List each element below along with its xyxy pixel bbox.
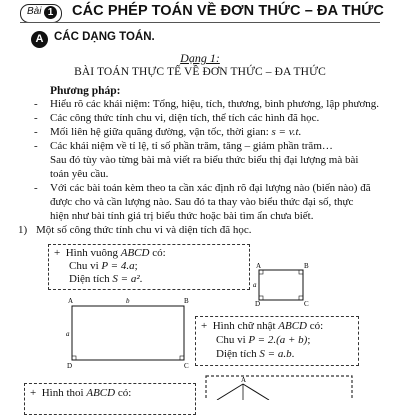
- lesson-badge-number: 1: [44, 6, 57, 19]
- bullet-marker: -: [34, 126, 38, 138]
- bullet-marker: -: [34, 98, 38, 110]
- rhombus-edge: [217, 384, 243, 400]
- rhombus-title-text: Hình thoi: [41, 387, 87, 399]
- body-line: Hiểu rõ các khái niệm: Tổng, hiệu, tích, thương, bình phương, lập phương.: [50, 98, 380, 110]
- rhombus-name: ABCD: [86, 387, 116, 399]
- square-area: [69, 273, 142, 285]
- right-angle-mark: [299, 296, 303, 300]
- square-perimeter-formula: P = 4.a: [101, 260, 135, 272]
- vertex-label-b: B: [304, 262, 309, 270]
- rectangle-shape: [72, 306, 184, 360]
- square-area-formula: S = a²: [112, 273, 140, 285]
- body-line: Một số công thức tính chu vi và diện tích đã học.: [36, 224, 252, 236]
- method-label: Phương pháp:: [50, 85, 121, 97]
- item-number: 1): [18, 224, 28, 236]
- problem-title: BÀI TOÁN THỰC TẾ VỀ ĐƠN THỨC – ĐA THỨC: [74, 66, 326, 78]
- area-label: Diện tích: [216, 348, 260, 360]
- side-label-a: a: [253, 281, 257, 289]
- square-perimeter: [69, 260, 138, 272]
- body-line: toán yêu cầu.: [50, 168, 109, 180]
- vertex-label-a: A: [256, 262, 262, 270]
- body-line: Các công thức tính chu vi, diện tích, thể tích các hình đã học.: [50, 112, 320, 124]
- rhombus-figure: [205, 372, 355, 400]
- lesson-badge-word: Bài: [27, 6, 42, 17]
- header-divider: [20, 22, 380, 23]
- right-angle-mark: [299, 270, 303, 274]
- body-text: Mối liên hệ giữa quãng đường, vận tốc, thời gian:: [50, 126, 272, 138]
- rhombus-title: [30, 387, 131, 399]
- rectangle-figure: [60, 298, 196, 368]
- vertex-label-c: C: [304, 300, 309, 306]
- punct: .: [139, 273, 143, 285]
- lesson-badge: [20, 4, 62, 23]
- right-angle-mark: [259, 270, 263, 274]
- perimeter-label: Chu vi: [216, 334, 249, 346]
- right-angle-mark: [180, 356, 184, 360]
- punct: ;: [307, 334, 311, 346]
- rectangle-perimeter: [216, 334, 310, 346]
- area-label: Diện tích: [69, 273, 113, 285]
- rhombus-figure-frame: [206, 376, 352, 400]
- lesson-title: CÁC PHÉP TOÁN VỀ ĐƠN THỨC – ĐA THỨC: [72, 3, 384, 19]
- square-title: [54, 247, 166, 259]
- body-line: Với các bài toán kèm theo ta cần xác định rõ đại lượng nào (biến nào) đã: [50, 182, 371, 194]
- rectangle-perimeter-formula: P = 2.(a + b): [248, 334, 308, 346]
- topic-label: Dạng 1:: [180, 51, 220, 65]
- rhombus-formula-box: [24, 383, 196, 415]
- body-line: Các khái niệm về tỉ lệ, tỉ số phần trăm, tăng – giảm phần trăm…: [50, 140, 333, 152]
- formula-distance: s = v.t.: [271, 126, 302, 138]
- bullet-marker: -: [34, 182, 38, 194]
- rectangle-title-text: Hình chữ nhật: [212, 320, 279, 332]
- rhombus-edge: [243, 384, 269, 400]
- bullet-marker: -: [34, 112, 38, 124]
- vertex-label-a: A: [68, 298, 74, 305]
- plus-sign: +: [54, 247, 61, 259]
- rectangle-area: [216, 348, 294, 360]
- body-line: hiện như bài tính giá trị biểu thức hoặc bài tìm ẩn chưa biết.: [50, 210, 314, 222]
- body-line: được cho và cần lượng nào. Sau đó ta thay vào biểu thức đại số, thực: [50, 196, 354, 208]
- plus-sign: +: [30, 387, 37, 399]
- rectangle-area-formula: S = a.b: [259, 348, 292, 360]
- rhombus-title-suffix: có:: [115, 387, 132, 399]
- side-label-b: b: [126, 298, 130, 305]
- perimeter-label: Chu vi: [69, 260, 102, 272]
- rectangle-title: [201, 320, 323, 332]
- section-badge: A: [31, 31, 48, 48]
- body-line: Sau đó tùy vào từng bài mà viết ra biểu thức biểu thị đại lượng mà bài: [50, 154, 359, 166]
- square-formula-box: [48, 244, 250, 290]
- vertex-label-d: D: [255, 300, 261, 306]
- section-title: CÁC DẠNG TOÁN.: [54, 31, 155, 43]
- rectangle-title-suffix: có:: [307, 320, 324, 332]
- rectangle-formula-box: [195, 316, 359, 366]
- rectangle-name: ABCD: [278, 320, 307, 332]
- square-name: ABCD: [120, 247, 150, 259]
- side-label-a: a: [66, 330, 70, 338]
- vertex-label-b: B: [184, 298, 189, 305]
- vertex-label-a: A: [241, 376, 247, 384]
- punct: ;: [134, 260, 138, 272]
- right-angle-mark: [72, 356, 76, 360]
- punct: .: [291, 348, 295, 360]
- square-title-suffix: có:: [149, 247, 166, 259]
- vertex-label-d: D: [67, 362, 73, 368]
- square-shape: [259, 270, 303, 300]
- body-line: [50, 126, 301, 138]
- vertex-label-c: C: [184, 362, 189, 368]
- plus-sign: +: [201, 320, 208, 332]
- square-title-text: Hình vuông: [65, 247, 121, 259]
- square-figure: [252, 262, 322, 306]
- bullet-marker: -: [34, 140, 38, 152]
